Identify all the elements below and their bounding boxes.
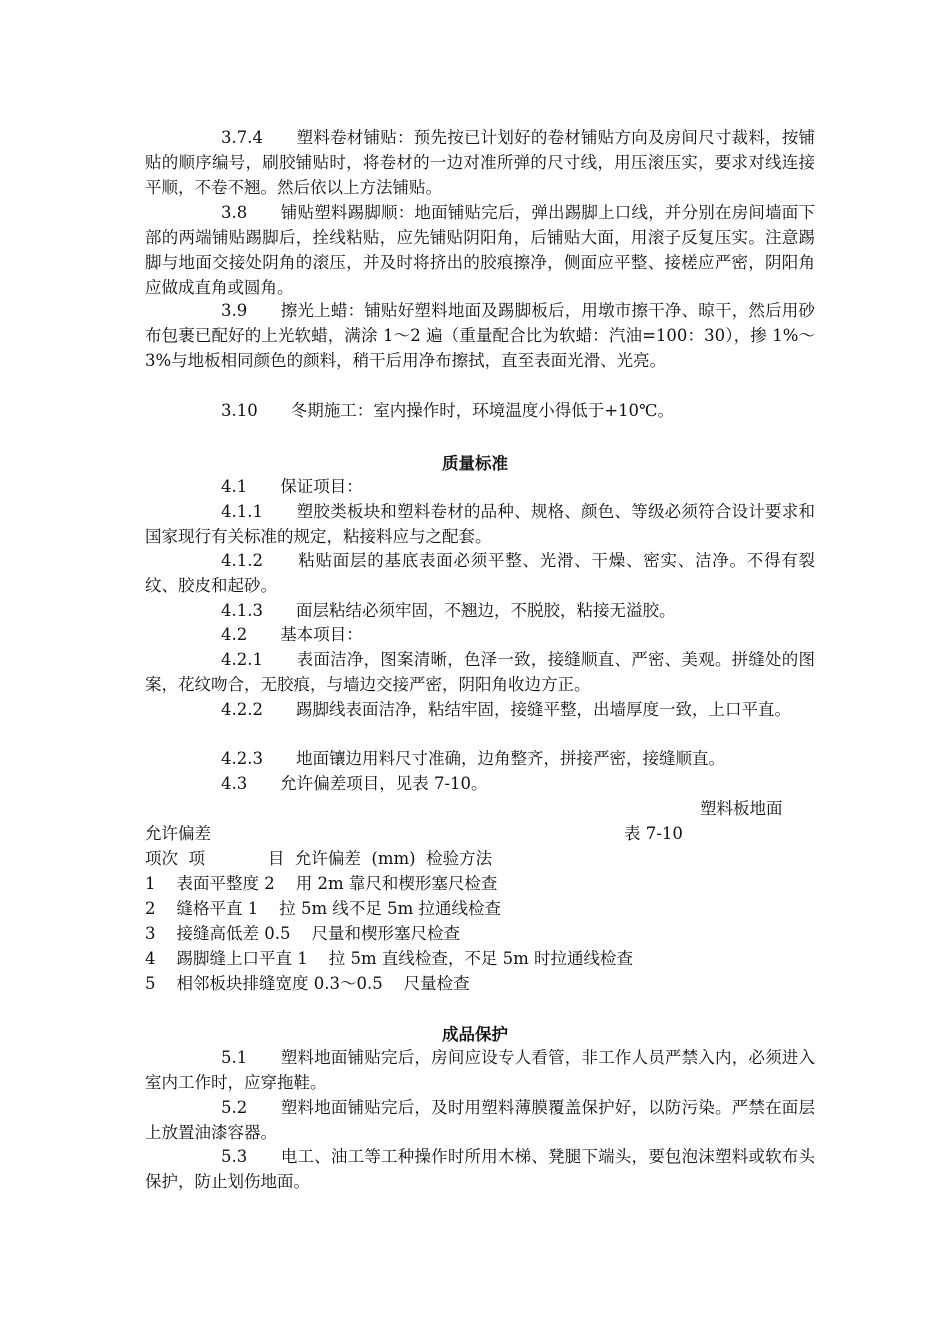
paragraph-4-1-1: 4.1.1 塑胶类板块和塑料卷材的品种、规格、颜色、等级必须符合设计要求和国家现行有关标准的规定，粘接料应与之配套。 [145, 502, 815, 546]
paragraph-4-2: 4.2 基本项目： [221, 625, 363, 644]
paragraph-3-9: 3.9 擦光上蜡：铺贴好塑料地面及踢脚板后，用墩市擦干净、晾干，然后用砂布包裹已配好的上光软蜡，满涂 1～2 遍（重量配合比为软蜡：汽油=100：30），掺 1%～3%与地板相同颜色的颜料，稍干后用净布擦拭，直至表面光滑、光亮。 [145, 301, 815, 370]
paragraph-4-2-3: 4.2.3 地面镶边用料尺寸准确，边角整齐，拼接严密，接缝顺直。 [221, 749, 725, 768]
table-caption-subtitle: 允许偏差 [145, 824, 211, 843]
table-row: 2 缝格平直 1 拉 5m 线不足 5m 拉通线检查 [145, 899, 501, 918]
table-number: 表 7-10 [624, 824, 683, 843]
heading-quality-standard: 质量标准 [442, 454, 508, 473]
paragraph-4-1-2: 4.1.2 粘贴面层的基底表面必须平整、光滑、干燥、密实、洁净。不得有裂纹、胶皮和起砂。 [145, 551, 815, 595]
table-row: 5 相邻板块排缝宽度 0.3～0.5 尺量检查 [145, 974, 470, 993]
table-row: 1 表面平整度 2 用 2m 靠尺和楔形塞尺检查 [145, 874, 498, 893]
paragraph-5-1: 5.1 塑料地面铺贴完后，房间应设专人看管，非工作人员严禁入内，必须进入室内工作时，应穿拖鞋。 [145, 1048, 815, 1092]
table-row: 4 踢脚缝上口平直 1 拉 5m 直线检查，不足 5m 时拉通线检查 [145, 949, 633, 968]
paragraph-3-10: 3.10 冬期施工：室内操作时，环境温度小得低于+10℃。 [221, 401, 675, 420]
paragraph-4-1: 4.1 保证项目： [221, 477, 363, 496]
paragraph-4-3: 4.3 允许偏差项目，见表 7-10。 [221, 774, 488, 793]
table-caption-title: 塑料板地面 [700, 799, 783, 818]
paragraph-5-3: 5.3 电工、油工等工种操作时所用木梯、凳腿下端头，要包泡沫塑料或软布头保护，防止划伤地面。 [145, 1147, 815, 1191]
table-header-row: 项次 项 目 允许偏差 (mm) 检验方法 [145, 849, 493, 868]
paragraph-4-2-1: 4.2.1 表面洁净，图案清晰，色泽一致，接缝顺直、严密、美观。拼缝处的图案，花纹吻合，无胶痕，与墙边交接严密，阴阳角收边方正。 [145, 650, 815, 694]
table-row: 3 接缝高低差 0.5 尺量和楔形塞尺检查 [145, 924, 460, 943]
paragraph-4-2-2: 4.2.2 踢脚线表面洁净，粘结牢固，接缝平整，出墙厚度一致，上口平直。 [221, 700, 791, 719]
paragraph-3-7-4: 3.7.4 塑料卷材铺贴：预先按已计划好的卷材铺贴方向及房间尺寸裁料，按铺贴的顺序编号，刷胶铺贴时，将卷材的一边对准所弹的尺寸线，用压滚压实，要求对线连接平顺，不卷不翘。然后依以上方法铺贴。 [145, 128, 815, 197]
heading-product-protection: 成品保护 [442, 1025, 508, 1044]
paragraph-5-2: 5.2 塑料地面铺贴完后，及时用塑料薄膜覆盖保护好，以防污染。严禁在面层上放置油漆容器。 [145, 1098, 815, 1142]
paragraph-4-1-3: 4.1.3 面层粘结必须牢固，不翘边，不脱胶，粘接无溢胶。 [221, 601, 676, 620]
paragraph-3-8: 3.8 铺贴塑料踢脚顺：地面铺贴完后，弹出踢脚上口线，并分别在房间墙面下部的两端铺贴踢脚后，拴线粘贴，应先铺贴阴阳角，后铺贴大面，用滚子反复压实。注意踢脚与地面交接处阴角的滚压，并及时将挤出的胶痕擦净，侧面应平整、接槎应严密，阴阳角应做成直角或圆角。 [145, 203, 815, 297]
